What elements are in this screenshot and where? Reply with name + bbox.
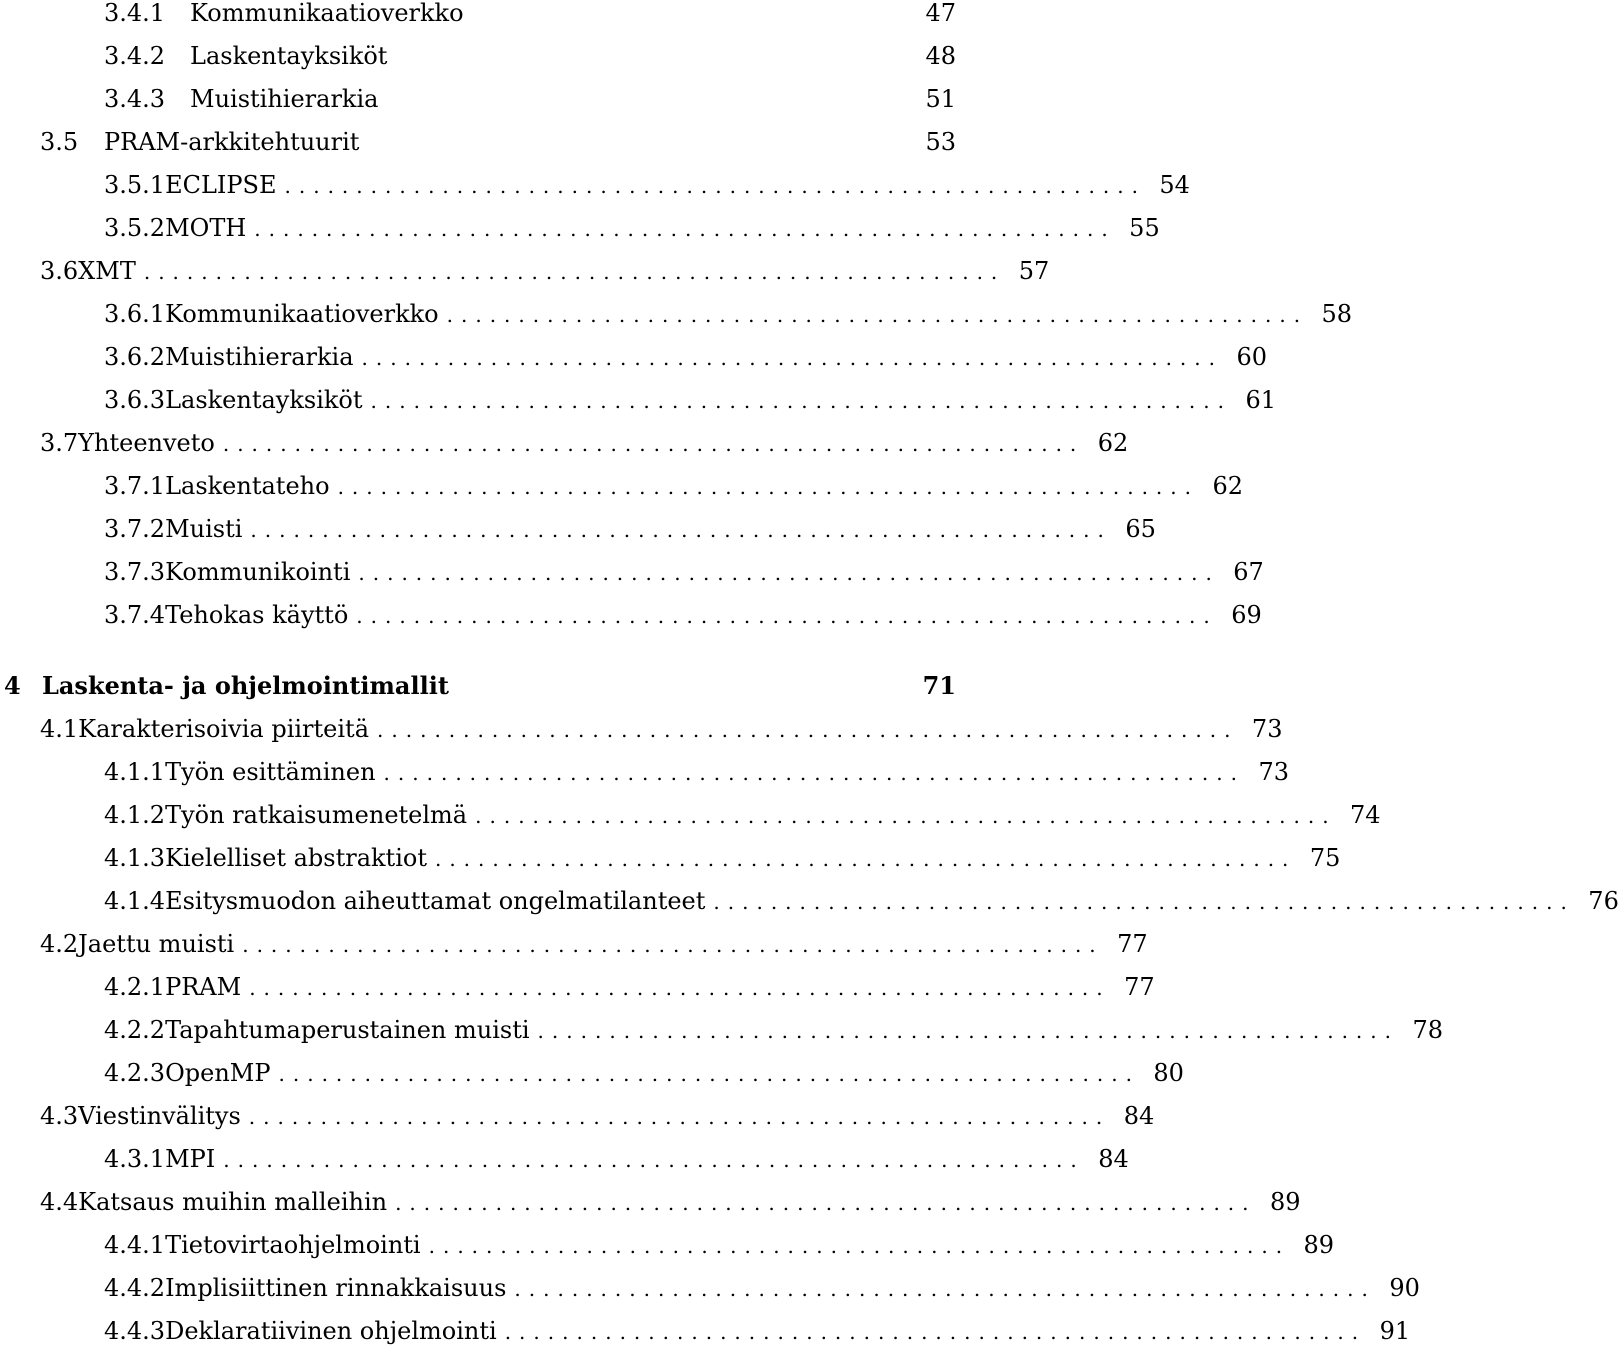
toc-dot-leader: ............................................................: [504, 1320, 1367, 1344]
toc-entry-title: Implisiittinen rinnakkaisuus: [165, 1274, 507, 1302]
toc-entry[interactable]: [0, 79, 960, 119]
toc-entry[interactable]: [0, 1010, 1443, 1050]
toc-entry-number: 3.6.3: [104, 386, 166, 414]
toc-entry-number: 3.5: [40, 128, 79, 156]
toc-entry-number: 4.4: [40, 1188, 79, 1216]
toc-entry-title: PRAM-arkkitehtuurit: [104, 128, 360, 156]
toc-dot-leader: ............................................................: [395, 1191, 1257, 1215]
toc-entry-title: XMT: [78, 257, 136, 285]
toc-dot-leader: ............................................................: [284, 174, 1146, 198]
toc-dot-leader: ............................................................: [383, 761, 1245, 785]
toc-entry-number: 3.6: [40, 257, 79, 285]
toc-entry-number: 3.7: [40, 429, 79, 457]
toc-entry-title: Tehokas käyttö: [165, 601, 349, 629]
toc-dot-leader: ............................................................: [242, 933, 1104, 957]
toc-entry-page-number: 71: [922, 671, 956, 700]
toc-dot-leader: ............................................................: [713, 890, 1575, 914]
toc-entry-title: OpenMP: [165, 1059, 271, 1087]
toc-dot-leader: ............................................................: [278, 1062, 1140, 1086]
toc-entry[interactable]: [0, 1096, 1155, 1136]
toc-dot-leader: ............................................................: [222, 432, 1085, 456]
toc-entry-number: 3.7.4: [104, 601, 166, 629]
toc-dot-leader: ............................................................: [337, 475, 1200, 499]
toc-dot-leader: ............................................................: [358, 561, 1220, 585]
toc-dot-leader: ............................................................: [223, 1148, 1085, 1172]
toc-entry-number: 4.2.3: [104, 1059, 166, 1087]
toc-entry-number: 4.4.3: [104, 1317, 166, 1345]
toc-entry-page-number: 73: [1258, 758, 1289, 786]
toc-entry-number: 4.1: [40, 715, 79, 743]
toc-entry-title: Muistihierarkia: [165, 343, 354, 371]
toc-entry-number: 3.7.1: [104, 472, 166, 500]
toc-entry-title: Laskentayksiköt: [190, 42, 388, 70]
toc-entry-number: 3.5.2: [104, 214, 166, 242]
toc-entry-page-number: 77: [1124, 973, 1155, 1001]
toc-dot-leader: ............................................................: [514, 1277, 1376, 1301]
toc-entry-number: 4.1.1: [104, 758, 166, 786]
toc-entry-page-number: 55: [1129, 214, 1160, 242]
toc-entry[interactable]: [0, 1225, 1335, 1265]
toc-entry-page-number: 57: [1018, 257, 1050, 285]
toc-entry-number: 4.2: [40, 930, 79, 958]
toc-entry[interactable]: [0, 208, 1160, 248]
toc-dot-leader: ............................................................: [254, 217, 1116, 241]
toc-entry[interactable]: [0, 251, 1050, 291]
toc-entry-page-number: 89: [1269, 1188, 1301, 1216]
toc-entry-title: Katsaus muihin malleihin: [78, 1188, 388, 1216]
toc-entry-title: Kommunikaatioverkko: [190, 0, 464, 27]
toc-entry[interactable]: [0, 752, 1289, 792]
toc-entry[interactable]: [0, 595, 1262, 635]
toc-entry-page-number: 69: [1231, 601, 1262, 629]
toc-entry-title: Deklaratiivinen ohjelmointi: [165, 1317, 497, 1345]
toc-entry-number: 3.4.3: [104, 85, 166, 113]
toc-dot-leader: ............................................................: [249, 976, 1111, 1000]
toc-entry[interactable]: [0, 838, 1341, 878]
toc-dot-leader: ............................................................: [537, 1019, 1399, 1043]
toc-entry-number: 4.1.4: [104, 887, 166, 915]
toc-entry-title: Karakterisoivia piirteitä: [78, 715, 370, 743]
toc-chapter-entry[interactable]: [0, 666, 960, 706]
toc-entry-page-number: 78: [1412, 1016, 1443, 1044]
toc-entry-page-number: 73: [1251, 715, 1283, 743]
toc-dot-leader: ............................................................: [475, 804, 1337, 828]
toc-entry[interactable]: [0, 122, 960, 162]
toc-entry-title: Viestinvälitys: [78, 1102, 241, 1130]
toc-entry-number: 4.3.1: [104, 1145, 166, 1173]
toc-entry-page-number: 47: [925, 0, 956, 27]
toc-entry[interactable]: [0, 1182, 1301, 1222]
toc-entry-number: 3.6.1: [104, 300, 166, 328]
toc-entry-page-number: 60: [1236, 343, 1267, 371]
toc-entry-number: 3.6.2: [104, 343, 166, 371]
toc-entry-number: 3.7.3: [104, 558, 166, 586]
toc-entry-number: 4.4.2: [104, 1274, 166, 1302]
toc-dot-leader: ............................................................: [434, 847, 1297, 871]
toc-entry[interactable]: [0, 1311, 1411, 1351]
toc-entry-number: 4.3: [40, 1102, 79, 1130]
toc-entry-page-number: 58: [1321, 300, 1353, 328]
toc-entry-page-number: 76: [1588, 887, 1619, 915]
toc-entry-page-number: 54: [1159, 171, 1190, 199]
toc-entry[interactable]: [0, 0, 960, 33]
toc-entry[interactable]: [0, 1268, 1420, 1308]
toc-entry[interactable]: [0, 294, 1353, 334]
toc-entry[interactable]: [0, 466, 1244, 506]
toc-entry[interactable]: [0, 552, 1264, 592]
toc-entry-page-number: 65: [1125, 515, 1156, 543]
toc-entry-page-number: 61: [1245, 386, 1276, 414]
toc-entry-page-number: 75: [1309, 844, 1341, 872]
toc-entry-title: Muisti: [165, 515, 243, 543]
toc-entry[interactable]: [0, 795, 1381, 835]
toc-entry[interactable]: [0, 1139, 1129, 1179]
toc-entry[interactable]: [0, 380, 1276, 420]
toc-entry[interactable]: [0, 36, 960, 76]
toc-entry-title: ECLIPSE: [165, 171, 277, 199]
toc-dot-leader: ............................................................: [143, 260, 1006, 284]
toc-entry-title: Työn esittäminen: [165, 758, 376, 786]
toc-entry[interactable]: [0, 165, 1190, 205]
toc-entry[interactable]: [0, 881, 1619, 921]
toc-entry-number: 3.7.2: [104, 515, 166, 543]
toc-entry-page-number: 62: [1097, 429, 1129, 457]
toc-entry-page-number: 77: [1117, 930, 1148, 958]
toc-entry-number: 4: [4, 671, 21, 700]
toc-entry-title: Laskentayksiköt: [165, 386, 363, 414]
toc-entry-page-number: 80: [1153, 1059, 1184, 1087]
toc-entry-page-number: 84: [1123, 1102, 1155, 1130]
toc-entry-page-number: 51: [925, 85, 956, 113]
toc-entry-number: 4.4.1: [104, 1231, 166, 1259]
toc-entry-page-number: 84: [1098, 1145, 1129, 1173]
toc-entry-title: MPI: [165, 1145, 216, 1173]
toc-entry-title: MOTH: [165, 214, 247, 242]
toc-entry-title: Työn ratkaisumenetelmä: [165, 801, 468, 829]
toc-dot-leader: ............................................................: [446, 303, 1309, 327]
toc-dot-leader: ............................................................: [377, 718, 1239, 742]
toc-entry[interactable]: [0, 1053, 1184, 1093]
toc-entry-number: 3.4.2: [104, 42, 166, 70]
toc-entry-number: 4.2.2: [104, 1016, 166, 1044]
toc-entry-title: Laskentateho: [165, 472, 330, 500]
toc-dot-leader: ............................................................: [248, 1105, 1111, 1129]
toc-entry-title: Yhteenveto: [78, 429, 215, 457]
toc-entry-title: Jaettu muisti: [78, 930, 235, 958]
toc-entry-title: Kommunikointi: [165, 558, 351, 586]
toc-entry-page-number: 67: [1233, 558, 1264, 586]
toc-dot-leader: ............................................................: [428, 1234, 1291, 1258]
toc-entry-number: 3.5.1: [104, 171, 166, 199]
toc-dot-leader: ............................................................: [356, 604, 1218, 628]
toc-entry-title: Kommunikaatioverkko: [165, 300, 439, 328]
toc-entry-title: Muistihierarkia: [190, 85, 379, 113]
toc-entry-page-number: 90: [1389, 1274, 1420, 1302]
toc-entry-page-number: 48: [925, 42, 956, 70]
toc-entry-number: 4.1.2: [104, 801, 166, 829]
toc-entry-title: Kielelliset abstraktiot: [165, 844, 427, 872]
toc-entry-number: 3.4.1: [104, 0, 166, 27]
toc-entry-title: Laskenta- ja ohjelmointimallit: [42, 671, 449, 700]
toc-entry[interactable]: [0, 337, 1267, 377]
toc-entry-page-number: 74: [1350, 801, 1381, 829]
toc-entry-title: Esitysmuodon aiheuttamat ongelmatilanteet: [165, 887, 706, 915]
toc-entry[interactable]: [0, 709, 1283, 749]
toc-entry-page-number: 53: [925, 128, 956, 156]
toc-entry-title: Tapahtumaperustainen muisti: [165, 1016, 530, 1044]
toc-dot-leader: ............................................................: [361, 346, 1223, 370]
toc-entry[interactable]: [0, 509, 1156, 549]
toc-entry-number: 4.1.3: [104, 844, 166, 872]
toc-entry[interactable]: [0, 423, 1129, 463]
toc-entry[interactable]: [0, 924, 1148, 964]
toc-entry[interactable]: [0, 967, 1155, 1007]
toc-entry-page-number: 62: [1212, 472, 1244, 500]
toc-entry-title: Tietovirtaohjelmointi: [165, 1231, 421, 1259]
toc-entry-title: PRAM: [165, 973, 242, 1001]
toc-dot-leader: ............................................................: [370, 389, 1232, 413]
toc-entry-page-number: 89: [1303, 1231, 1335, 1259]
toc-entry-page-number: 91: [1379, 1317, 1411, 1345]
toc-dot-leader: ............................................................: [250, 518, 1112, 542]
toc-entry-number: 4.2.1: [104, 973, 166, 1001]
